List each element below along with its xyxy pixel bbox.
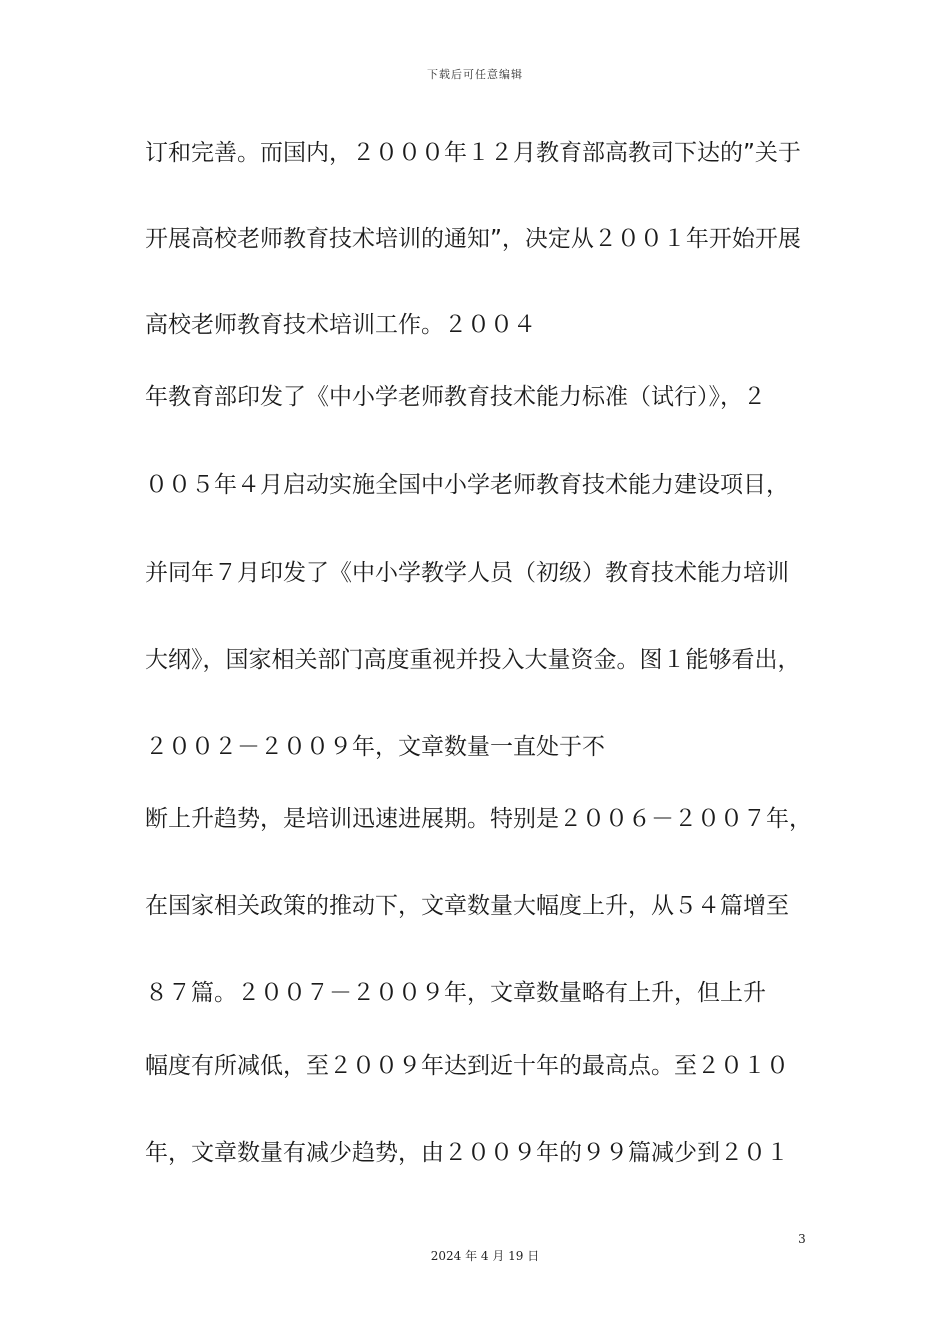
text-line: 幅度有所减低，至２００９年达到近十年的最高点。至２０１０ [145,1053,789,1079]
text-line: 订和完善。而国内，２０００年１２月教育部高教司下达的”关于 [145,140,801,166]
text-line: ２００２－２００９年，文章数量一直处于不 [145,734,605,760]
text-line: 在国家相关政策的推动下，文章数量大幅度上升，从５４篇增至 [145,893,789,919]
text-line: ００５年４月启动实施全国中小学老师教育技术能力建设项目， [145,472,789,498]
text-line: 并同年７月印发了《中小学教学人员（初级）教育技术能力培训 [145,560,789,586]
text-line: 年，文章数量有减少趋势，由２００９年的９９篇减少到２０１ [145,1140,789,1166]
page-number: 3 [798,1232,806,1246]
text-line: 断上升趋势，是培训迅速进展期。特别是２００６－２００７年， [145,806,812,832]
text-line: ８７篇。２００７－２００９年，文章数量略有上升，但上升 [145,980,766,1006]
text-line: 年教育部印发了《中小学老师教育技术能力标准（试行）》，２ [145,384,766,410]
text-line: 高校老师教育技术培训工作。２００４ [145,312,536,338]
text-line: 大纲》，国家相关部门高度重视并投入大量资金。图１能够看出， [145,647,801,673]
text-line: 开展高校老师教育技术培训的通知”，决定从２００１年开始开展 [145,226,801,252]
page-footer-date: 2024 年 4 月 19 日 [430,1249,540,1263]
page-header: 下载后可任意编辑 [427,68,523,81]
